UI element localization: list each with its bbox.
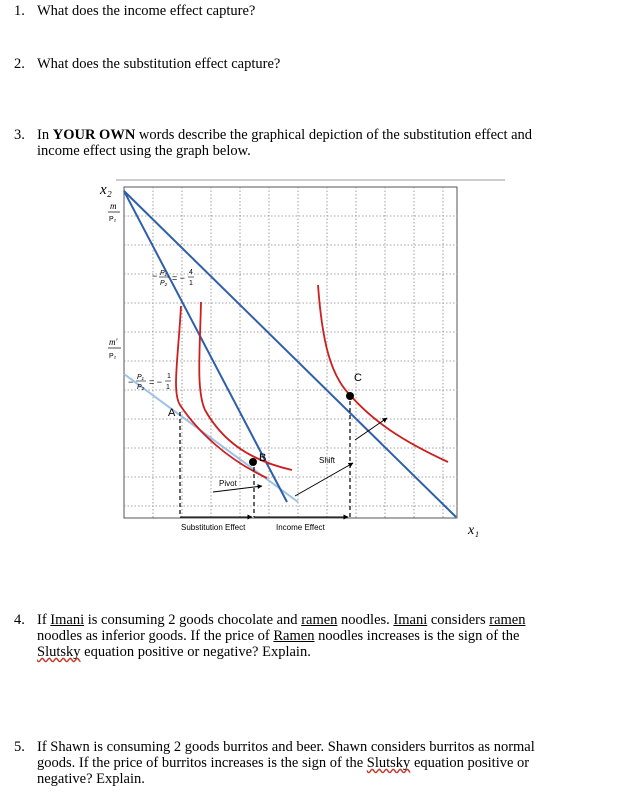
substitution-effect-label: Substitution Effect [181,523,246,532]
question-text-line-1: If Imani is consuming 2 goods chocolate and ramen noodles. Imani considers ramen [37,612,526,628]
question-number: 5. [14,739,25,755]
point-c-label: C [354,372,362,384]
question-text-line-2: income effect using the graph below. [37,143,251,159]
indifference-curve-b [199,302,292,470]
m-prime-intercept-den: P₂ [109,353,117,360]
svg-text:−: − [128,377,134,387]
y-axis-label: x₂ [100,182,112,198]
original-budget-line [124,191,456,517]
question-number: 3. [14,127,25,143]
slope-num: P₁ [137,374,144,381]
indifference-curve-a [176,306,267,478]
svg-text:= −: = − [172,273,186,283]
question-text-line-2: goods. If the price of burritos increases is the sign of the Slutsky equation positive or [37,755,530,771]
m-intercept-num: m [110,201,117,211]
m-prime-intercept-num: m' [109,337,118,347]
income-effect-label: Income Effect [276,523,325,532]
pivoted-budget-line [124,374,298,502]
svg-text:= −: = − [149,377,163,387]
question-text-line-2: noodles as inferior goods. If the price of Ramen noodles increases is the sign of the [37,628,520,644]
point-b-marker [249,458,257,466]
svg-text:4: 4 [189,269,193,276]
slope-den: P₂ [137,384,145,391]
question-text-line-3: negative? Explain. [37,771,145,787]
question-number: 2. [14,56,25,72]
question-text-line-1: If Shawn is consuming 2 goods burritos and beer. Shawn considers burritos as normal [37,739,535,755]
pivot-label: Pivot [219,479,237,488]
point-a-label: A [168,407,176,419]
question-number: 4. [14,612,25,628]
m-intercept-den: P₂ [109,216,117,223]
point-c-marker [346,392,354,400]
point-b-label: B [259,452,267,464]
question-number: 1. [14,3,25,19]
svg-text:1: 1 [167,373,171,380]
question-text: What does the income effect capture? [37,3,256,19]
svg-text:1: 1 [166,384,170,391]
question-text: What does the substitution effect capture? [37,56,281,72]
slope-den: P₂ [160,280,168,287]
slope-num: P₁ [160,270,167,277]
question-text: In YOUR OWN words describe the graphical depiction of the substitution effect and [37,127,533,143]
emphasis-text: YOUR OWN [52,127,136,143]
indifference-curve-c [318,285,448,462]
question-text-line-3: Slutsky equation positive or negative? Explain. [37,644,311,660]
shift-arrow [295,463,353,496]
svg-text:1: 1 [189,280,193,287]
x-axis-label: x₁ [468,523,480,538]
shift-label: Shift [319,456,336,465]
svg-text:−: − [152,271,158,281]
